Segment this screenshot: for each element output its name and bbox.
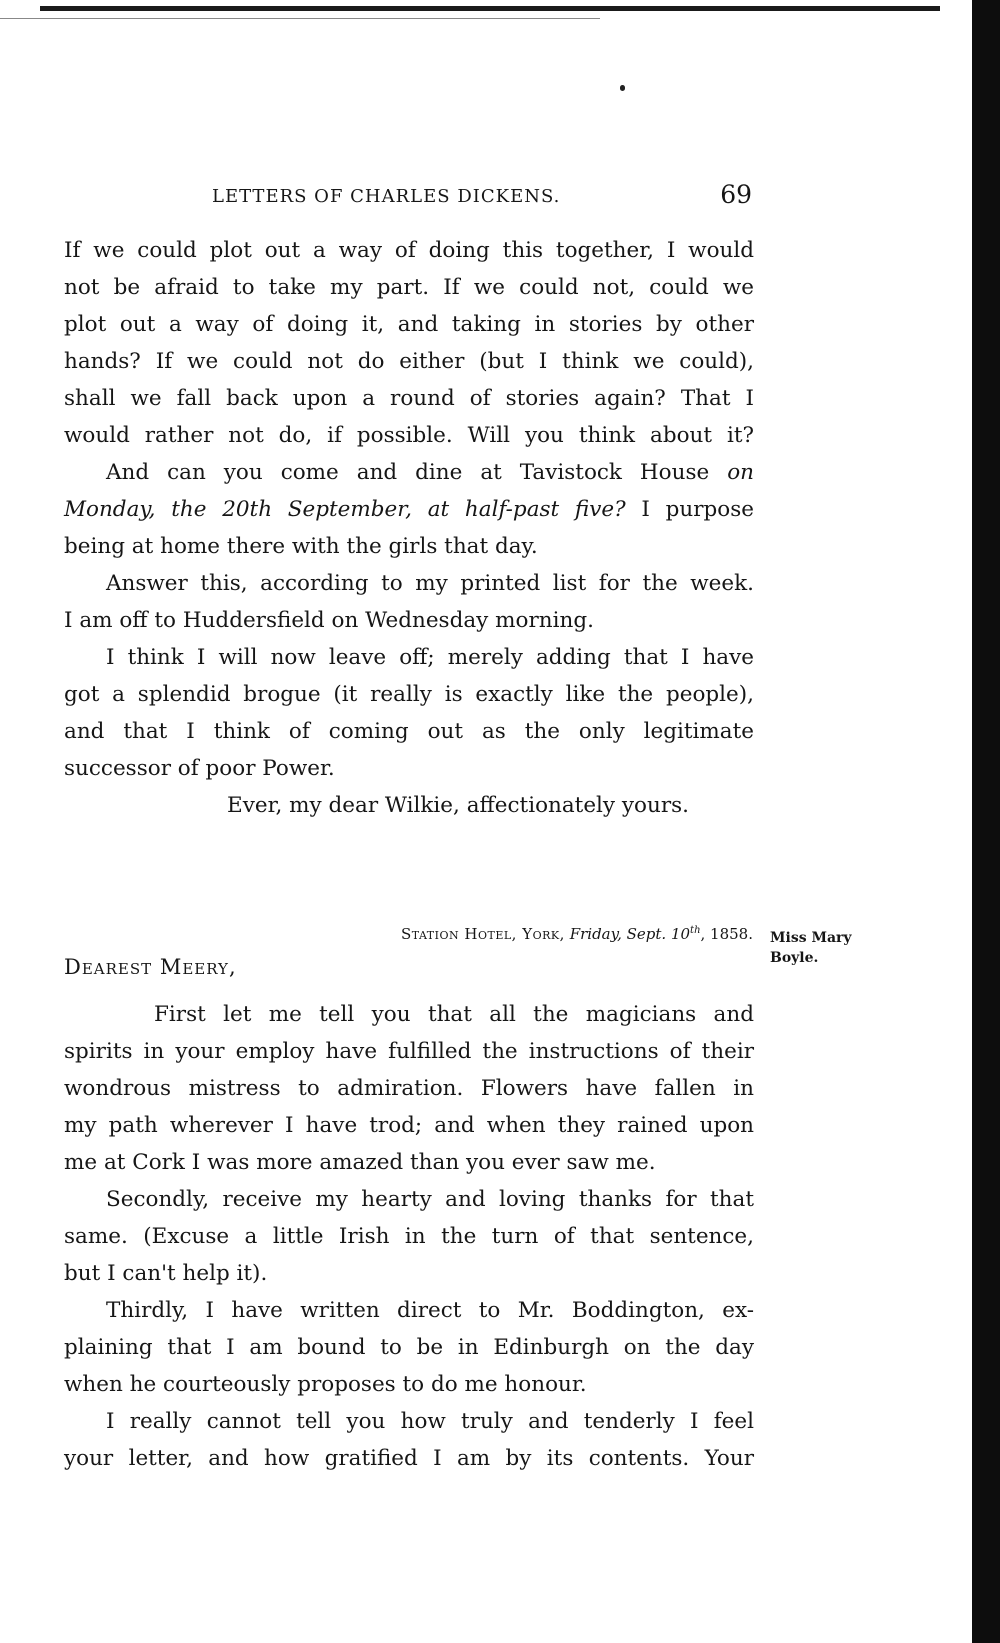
scan-right-edge — [972, 0, 1000, 1643]
text-line: plot out a way of doing it, and taking in stories by other — [64, 312, 754, 337]
dateline-date-suffix: th — [690, 925, 701, 936]
text-line: Answer this, according to my printed list for the week. — [106, 571, 754, 596]
text-line: being at home there with the girls that day. — [64, 534, 538, 559]
scan-top-thin-line — [0, 18, 600, 19]
text-line: Thirdly, I have written direct to Mr. Boddington, ex- — [106, 1298, 754, 1323]
scan-top-border — [40, 6, 940, 11]
text-line: hands? If we could not do either (but I think we could), — [64, 349, 754, 374]
dateline-date: Sept. 10 — [626, 925, 691, 943]
italic-text: Monday, the 20th September, at half-past five? — [64, 497, 626, 522]
text-line: when he courteously proposes to do me honour. — [64, 1372, 587, 1397]
text-line: and that I think of coming out as the only legitimate — [64, 719, 754, 744]
text-line: not be afraid to take my part. If we could not, could we — [64, 275, 754, 300]
text-line: but I can't help it). — [64, 1261, 268, 1286]
margin-note-recipient — [770, 928, 870, 968]
text-line: me at Cork I was more amazed than you ever saw me. — [64, 1150, 656, 1175]
letter-to-mary-boyle — [64, 996, 754, 1477]
text-line: got a splendid brogue (it really is exactly like the people), — [64, 682, 754, 707]
running-head — [212, 182, 752, 212]
text-line: If we could plot out a way of doing this together, I would — [64, 238, 754, 263]
dateline-day: Friday, — [569, 925, 622, 943]
text-line: your letter, and how gratified I am by its contents. Your — [64, 1446, 754, 1471]
dateline-year: , 1858. — [700, 925, 753, 943]
text-line: successor of poor Power. — [64, 756, 335, 781]
text-line: wondrous mistress to admiration. Flowers have fallen in — [64, 1076, 754, 1101]
ink-speck — [620, 85, 625, 91]
text-span: I purpose — [625, 497, 754, 522]
text-line — [64, 454, 754, 491]
signoff: Ever, my dear Wilkie, affectionately yours. — [227, 793, 689, 818]
text-line — [64, 491, 754, 528]
text-line: I think I will now leave off; merely adding that I have — [106, 645, 754, 670]
text-line: I am off to Huddersfield on Wednesday morning. — [64, 608, 594, 633]
text-line: plaining that I am bound to be in Edinburgh on the day — [64, 1335, 754, 1360]
margin-note-line: Boyle. — [770, 950, 819, 966]
text-span: And can you come and dine at Tavistock House — [106, 460, 728, 485]
margin-note-line: Miss Mary — [770, 930, 852, 946]
text-line: same. (Excuse a little Irish in the turn of that sentence, — [64, 1224, 754, 1249]
text-line: Secondly, receive my hearty and loving thanks for that — [106, 1187, 754, 1212]
dateline-place: Station Hotel, York, — [400, 925, 565, 943]
text-line: would rather not do, if possible. Will you think about it? — [64, 423, 754, 448]
text-line: spirits in your employ have fulfilled the instructions of their — [64, 1039, 754, 1064]
salutation: Dearest Meery, — [64, 955, 237, 979]
italic-text: on — [727, 460, 754, 485]
page-number: 69 — [720, 180, 752, 209]
letter-to-wilkie — [64, 232, 754, 824]
running-title: LETTERS OF CHARLES DICKENS. — [212, 186, 561, 207]
dateline — [300, 925, 753, 943]
text-line: I really cannot tell you how truly and tenderly I feel — [106, 1409, 754, 1434]
text-line: my path wherever I have trod; and when they rained upon — [64, 1113, 754, 1138]
text-line: First let me tell you that all the magicians and — [154, 1002, 754, 1027]
text-line: shall we fall back upon a round of stories again? That I — [64, 386, 754, 411]
